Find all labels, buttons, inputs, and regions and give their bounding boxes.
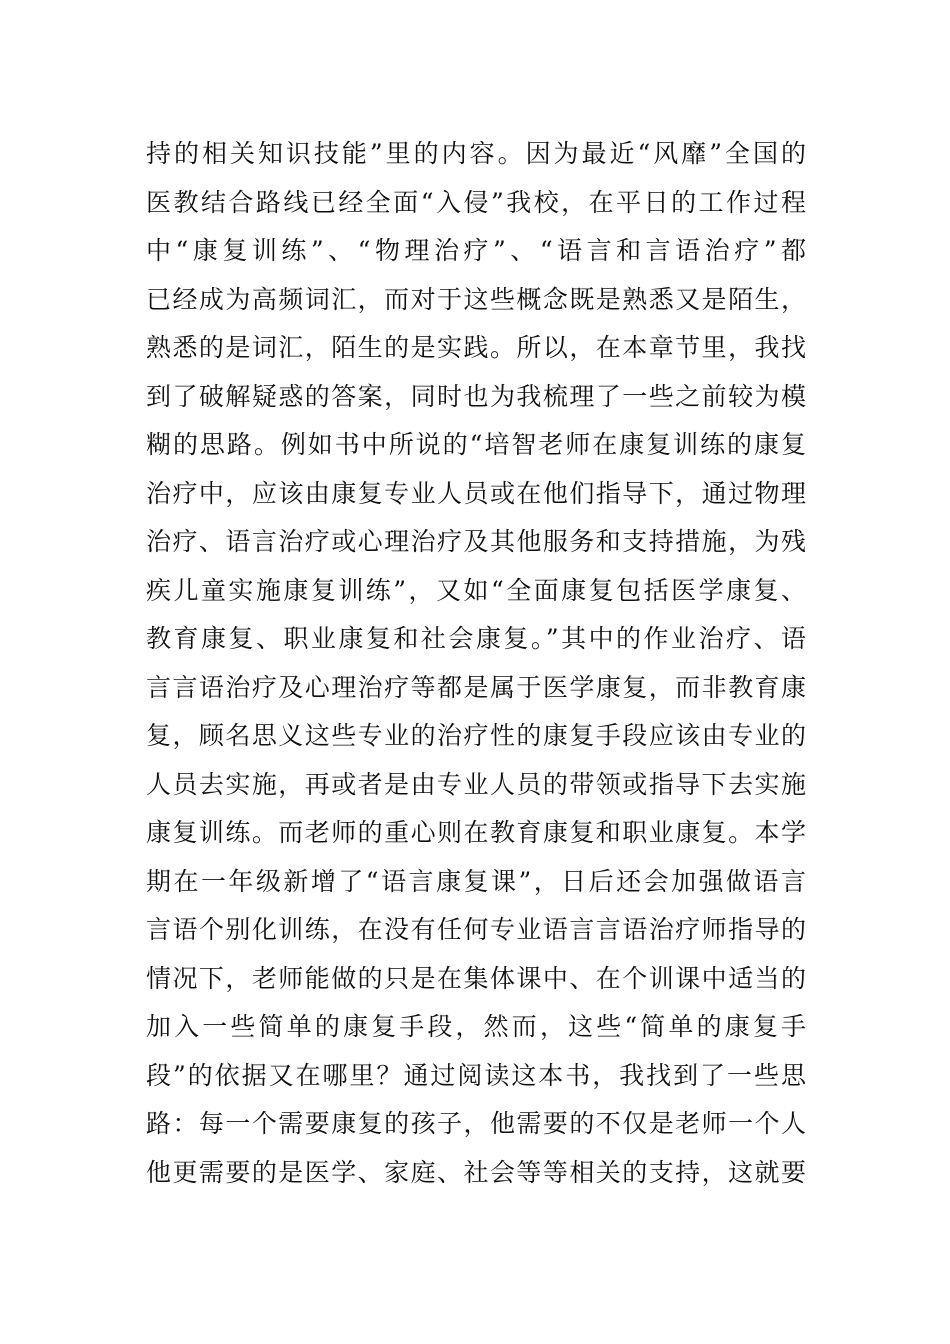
text-line: 糊的思路。例如书中所说的“培智老师在康复训练的康复: [146, 430, 806, 459]
text-line: 复，顾名思义这些专业的治疗性的康复手段应该由专业的: [146, 721, 806, 750]
text-line: 他更需要的是医学、家庭、社会等等相关的支持，这就要: [146, 1157, 806, 1187]
text-line: 疾儿童实施康复训练”，又如“全面康复包括医学康复、: [146, 575, 806, 605]
text-line: 熟悉的是词汇，陌生的是实践。所以，在本章节里，我找: [146, 333, 806, 362]
text-line: 期在一年级新增了“语言康复课”，日后还会加强做语言: [146, 866, 806, 896]
text-line: 情况下，老师能做的只是在集体课中、在个训课中适当的: [146, 963, 806, 993]
text-line: 教育康复、职业康复和社会康复。”其中的作业治疗、语: [146, 624, 806, 653]
text-line: 已经成为高频词汇，而对于这些概念既是熟悉又是陌生，: [146, 284, 806, 314]
text-line: 康复训练。而老师的重心则在教育康复和职业康复。本学: [146, 818, 806, 847]
text-line: 持的相关知识技能”里的内容。因为最近“风靡”全国的: [146, 139, 806, 168]
text-line: 到了破解疑惑的答案，同时也为我梳理了一些之前较为模: [146, 381, 806, 411]
text-line: 人员去实施，再或者是由专业人员的带领或指导下去实施: [146, 769, 806, 799]
text-line: 路：每一个需要康复的孩子，他需要的不仅是老师一个人: [146, 1109, 806, 1138]
text-line: 言言语治疗及心理治疗等都是属于医学康复，而非教育康: [146, 672, 806, 702]
text-line: 中“康复训练”、“物理治疗”、“语言和言语治疗”都: [146, 236, 806, 265]
text-line: 言语个别化训练，在没有任何专业语言言语治疗师指导的: [146, 915, 806, 944]
text-line: 治疗、语言治疗或心理治疗及其他服务和支持措施，为残: [146, 527, 806, 556]
text-line: 医教结合路线已经全面“入侵”我校，在平日的工作过程: [146, 187, 806, 217]
text-line: 段”的依据又在哪里？通过阅读这本书，我找到了一些思: [146, 1060, 806, 1090]
text-line: 治疗中，应该由康复专业人员或在他们指导下，通过物理: [146, 478, 806, 508]
body-text: [146, 130, 806, 1197]
text-line: 加入一些简单的康复手段，然而，这些“简单的康复手: [146, 1012, 806, 1041]
